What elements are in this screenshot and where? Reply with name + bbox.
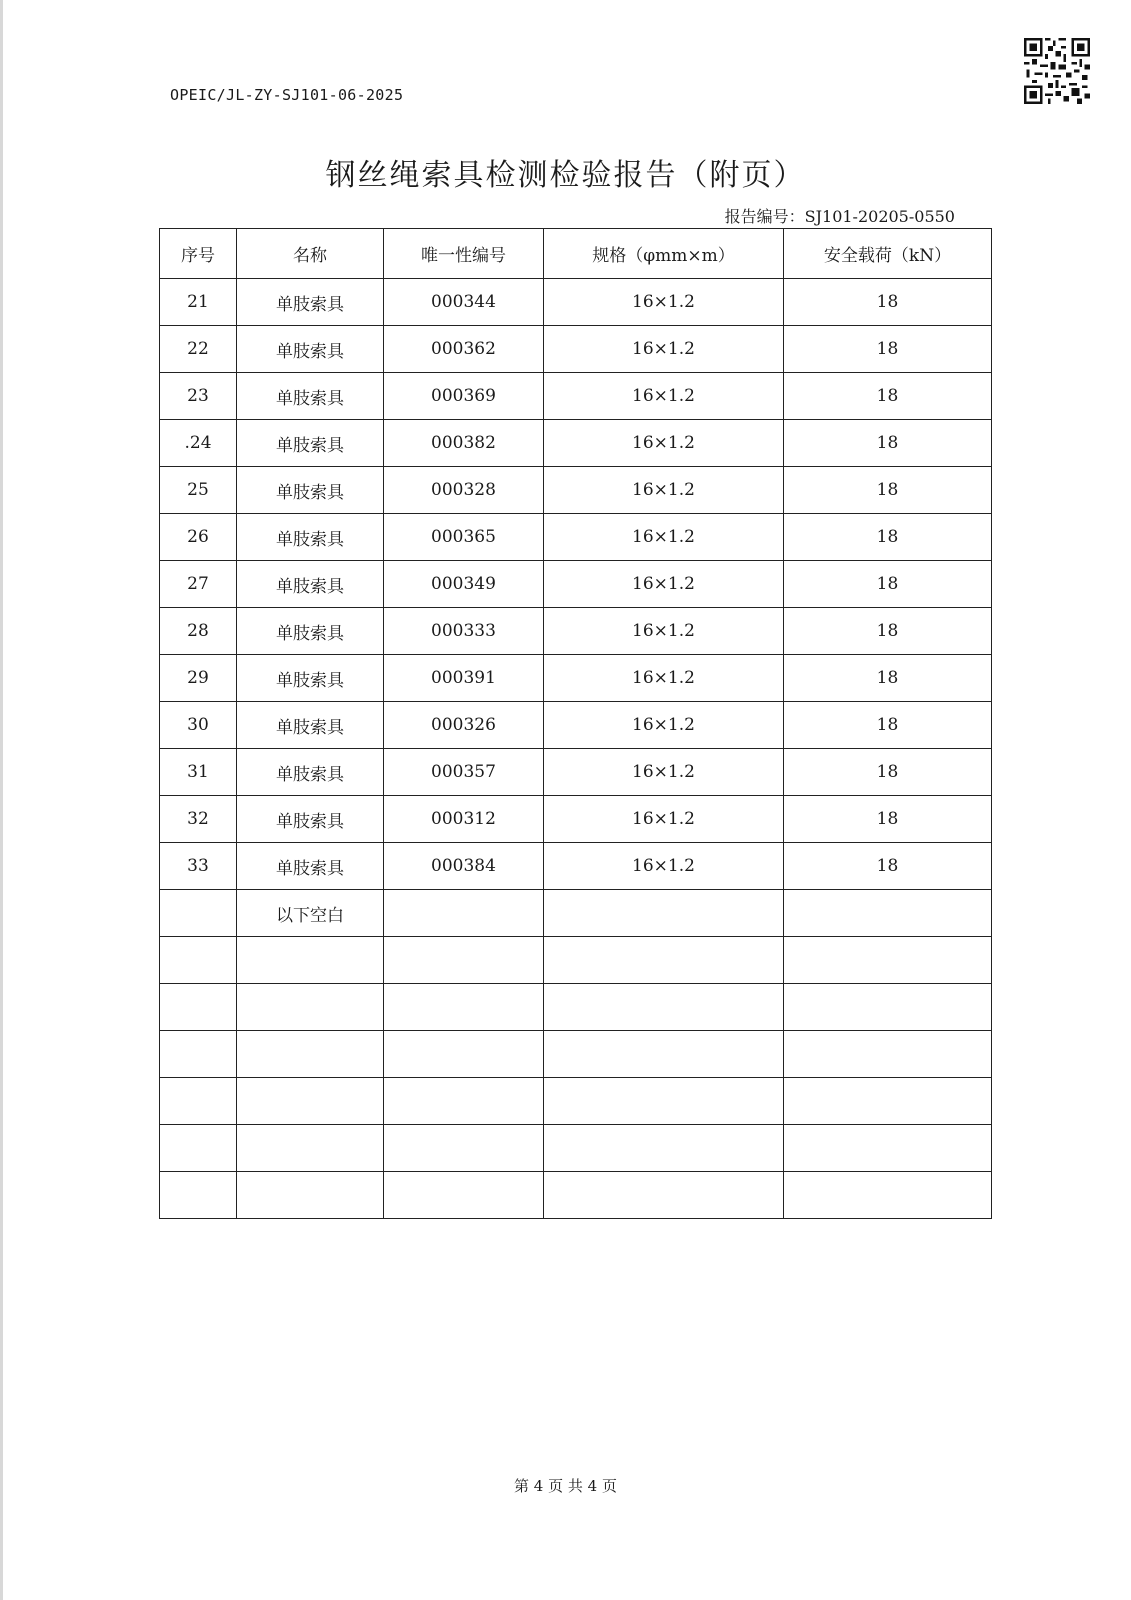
table-row	[160, 1031, 992, 1078]
cell-safe-load: 18	[784, 279, 992, 326]
cell-unique-id: 000357	[384, 749, 544, 796]
cell-safe-load	[784, 937, 992, 984]
table-row	[160, 373, 992, 420]
cell-spec: 16×1.2	[544, 749, 784, 796]
table-row	[160, 937, 992, 984]
cell-spec: 16×1.2	[544, 608, 784, 655]
qr-code-icon	[1024, 38, 1090, 104]
cell-name	[237, 937, 384, 984]
cell-safe-load: 18	[784, 702, 992, 749]
column-header: 名称	[237, 229, 384, 279]
cell-name: 单肢索具	[237, 796, 384, 843]
cell-serial-no	[160, 1078, 237, 1125]
cell-spec: 16×1.2	[544, 420, 784, 467]
table-row	[160, 843, 992, 890]
cell-name: 单肢索具	[237, 655, 384, 702]
cell-unique-id	[384, 890, 544, 937]
table-row	[160, 702, 992, 749]
cell-unique-id	[384, 937, 544, 984]
cell-safe-load	[784, 1125, 992, 1172]
table-row	[160, 1078, 992, 1125]
cell-spec	[544, 1031, 784, 1078]
inspection-table	[159, 228, 992, 1219]
cell-unique-id: 000349	[384, 561, 544, 608]
table-row	[160, 514, 992, 561]
cell-safe-load	[784, 1172, 992, 1219]
cell-name: 单肢索具	[237, 467, 384, 514]
table-row	[160, 608, 992, 655]
cell-serial-no: 30	[160, 702, 237, 749]
table-row	[160, 984, 992, 1031]
cell-name: 单肢索具	[237, 702, 384, 749]
cell-serial-no: 29	[160, 655, 237, 702]
cell-serial-no: 33	[160, 843, 237, 890]
cell-safe-load: 18	[784, 326, 992, 373]
table-row	[160, 1125, 992, 1172]
cell-spec: 16×1.2	[544, 467, 784, 514]
cell-serial-no: 32	[160, 796, 237, 843]
cell-unique-id	[384, 984, 544, 1031]
column-header: 序号	[160, 229, 237, 279]
cell-unique-id	[384, 1078, 544, 1125]
cell-safe-load: 18	[784, 843, 992, 890]
cell-name: 单肢索具	[237, 843, 384, 890]
scan-edge	[0, 0, 3, 1600]
cell-safe-load: 18	[784, 749, 992, 796]
cell-serial-no	[160, 890, 237, 937]
document-code: OPEIC/JL-ZY-SJ101-06-2025	[170, 86, 404, 104]
cell-name	[237, 1078, 384, 1125]
cell-unique-id	[384, 1125, 544, 1172]
cell-spec: 16×1.2	[544, 843, 784, 890]
cell-serial-no: 21	[160, 279, 237, 326]
report-title: 钢丝绳索具检测检验报告（附页）	[325, 158, 806, 193]
cell-safe-load: 18	[784, 373, 992, 420]
table-header-row	[160, 229, 992, 279]
cell-serial-no: 26	[160, 514, 237, 561]
cell-serial-no: 27	[160, 561, 237, 608]
cell-serial-no: 28	[160, 608, 237, 655]
cell-name: 单肢索具	[237, 373, 384, 420]
cell-serial-no: 22	[160, 326, 237, 373]
cell-name: 单肢索具	[237, 420, 384, 467]
cell-spec	[544, 1078, 784, 1125]
column-header: 唯一性编号	[384, 229, 544, 279]
cell-serial-no: 23	[160, 373, 237, 420]
cell-spec	[544, 1125, 784, 1172]
cell-serial-no: 25	[160, 467, 237, 514]
cell-unique-id: 000328	[384, 467, 544, 514]
cell-unique-id	[384, 1172, 544, 1219]
cell-serial-no	[160, 1125, 237, 1172]
cell-name: 单肢索具	[237, 514, 384, 561]
cell-spec: 16×1.2	[544, 655, 784, 702]
cell-serial-no	[160, 937, 237, 984]
cell-unique-id	[384, 1031, 544, 1078]
cell-name: 单肢索具	[237, 749, 384, 796]
table-row	[160, 420, 992, 467]
column-header: 规格（φmm×m）	[544, 229, 784, 279]
cell-spec: 16×1.2	[544, 796, 784, 843]
cell-unique-id: 000326	[384, 702, 544, 749]
cell-safe-load: 18	[784, 467, 992, 514]
table-row	[160, 279, 992, 326]
cell-spec: 16×1.2	[544, 326, 784, 373]
cell-spec: 16×1.2	[544, 561, 784, 608]
cell-spec	[544, 1172, 784, 1219]
cell-unique-id: 000391	[384, 655, 544, 702]
table-row	[160, 1172, 992, 1219]
page-footer: 第 4 页 共 4 页	[514, 1477, 617, 1495]
cell-safe-load: 18	[784, 655, 992, 702]
report-number: 报告编号：SJ101-20205-0550	[724, 207, 955, 226]
column-header: 安全载荷（kN）	[784, 229, 992, 279]
cell-spec: 16×1.2	[544, 279, 784, 326]
cell-spec	[544, 984, 784, 1031]
table-row	[160, 796, 992, 843]
cell-safe-load: 18	[784, 608, 992, 655]
cell-safe-load	[784, 984, 992, 1031]
cell-unique-id: 000362	[384, 326, 544, 373]
cell-safe-load: 18	[784, 514, 992, 561]
cell-unique-id: 000344	[384, 279, 544, 326]
cell-serial-no: .24	[160, 420, 237, 467]
cell-spec	[544, 890, 784, 937]
cell-name	[237, 1031, 384, 1078]
cell-name: 单肢索具	[237, 561, 384, 608]
cell-safe-load: 18	[784, 420, 992, 467]
table-row	[160, 655, 992, 702]
cell-unique-id: 000384	[384, 843, 544, 890]
cell-unique-id: 000365	[384, 514, 544, 561]
cell-name	[237, 984, 384, 1031]
cell-spec: 16×1.2	[544, 702, 784, 749]
cell-safe-load	[784, 1031, 992, 1078]
table-row	[160, 561, 992, 608]
table-row	[160, 749, 992, 796]
cell-name: 单肢索具	[237, 279, 384, 326]
cell-serial-no	[160, 1031, 237, 1078]
cell-name	[237, 1172, 384, 1219]
cell-name: 以下空白	[237, 890, 384, 937]
cell-safe-load: 18	[784, 796, 992, 843]
cell-name	[237, 1125, 384, 1172]
table-row	[160, 326, 992, 373]
table-row	[160, 467, 992, 514]
cell-serial-no	[160, 984, 237, 1031]
cell-serial-no	[160, 1172, 237, 1219]
cell-spec: 16×1.2	[544, 373, 784, 420]
cell-name: 单肢索具	[237, 326, 384, 373]
table-row	[160, 890, 992, 937]
cell-unique-id: 000333	[384, 608, 544, 655]
cell-safe-load	[784, 890, 992, 937]
cell-name: 单肢索具	[237, 608, 384, 655]
cell-safe-load: 18	[784, 561, 992, 608]
cell-spec: 16×1.2	[544, 514, 784, 561]
cell-unique-id: 000382	[384, 420, 544, 467]
cell-unique-id: 000369	[384, 373, 544, 420]
cell-unique-id: 000312	[384, 796, 544, 843]
cell-spec	[544, 937, 784, 984]
cell-serial-no: 31	[160, 749, 237, 796]
cell-safe-load	[784, 1078, 992, 1125]
